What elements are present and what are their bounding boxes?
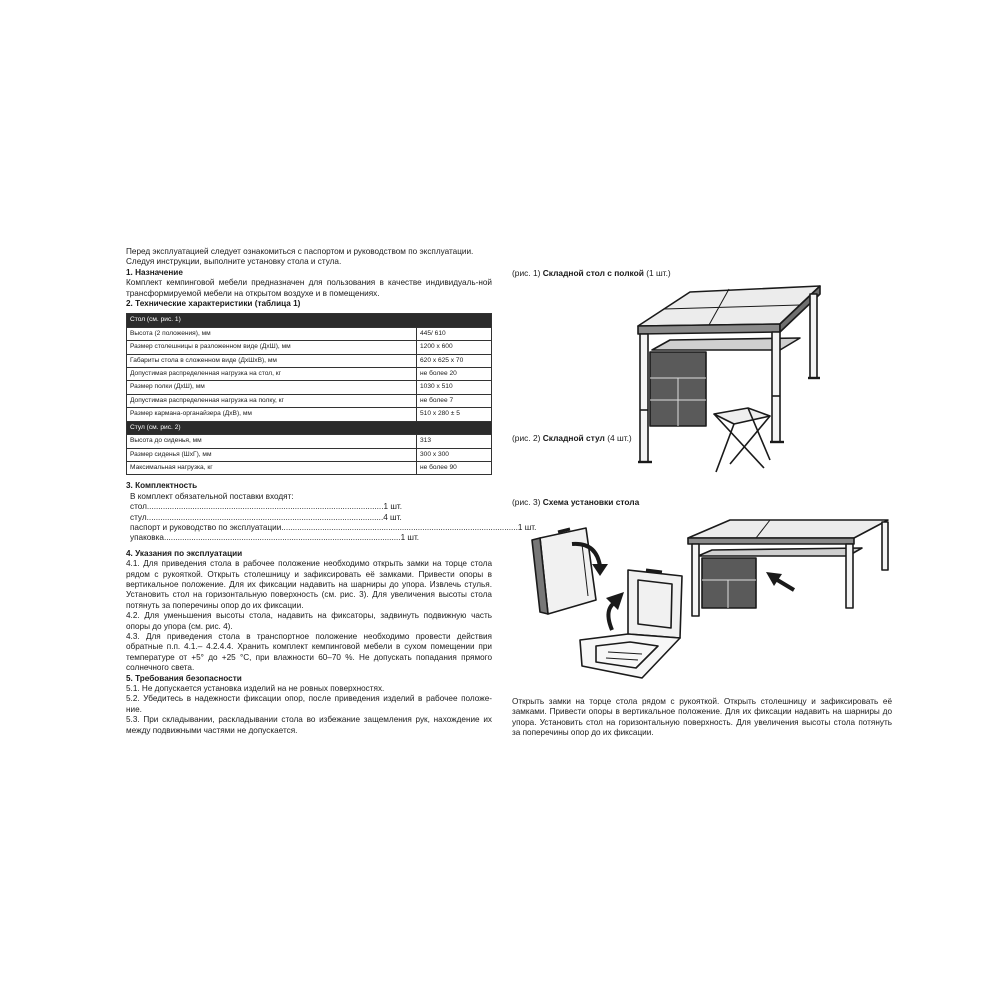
fig2-ref: (рис. 2) — [512, 433, 541, 443]
section-4-p2: 4.2. Для уменьшения высоты стола, надавить на фиксаторы, задвинуть подвижную часть опоры до упора (см. рис. 4). — [126, 611, 492, 631]
spec-label: Размер столешницы в разложенном виде (ДхШ), мм — [127, 341, 417, 354]
kit-item-qty: 1 шт. — [400, 533, 420, 543]
fig1-title: Складной стол с полкой — [542, 268, 644, 278]
spec-row — [127, 381, 492, 394]
section-1-title: 1. Назначение — [126, 267, 183, 277]
fig1-qty: (1 шт.) — [646, 268, 671, 278]
spec-row — [127, 341, 492, 354]
fig2-title: Складной стул — [542, 433, 605, 443]
kit-item-name: паспорт и руководство по эксплуатации — [130, 522, 282, 532]
kit-item-qty: 1 шт. — [383, 502, 402, 512]
section-1-text: Комплект кемпинговой мебели предназначен для пользования в качестве индивидуаль-ной трансформируемой мебели на открытом воздухе и в помещениях. — [126, 278, 492, 298]
spec-row — [127, 327, 492, 340]
spec-row — [127, 448, 492, 461]
section-3-title: 3. Комплектность — [126, 481, 198, 491]
spec-label: Размер полки (ДхШ), мм — [127, 381, 417, 394]
spec-row — [127, 408, 492, 421]
section-4-p3: 4.3. Для приведения стола в транспортное положение необходимо провести действия обратные п.п. 4.1.– 4.2.4.4. Хранить комплект кемпинговой мебели в сухом помещении при температуре от +5° до +25 °С, при влажности 60–70 %. Не допускать попадания прямого солнечного света. — [126, 632, 492, 673]
spec-label: Размер сиденья (ШхГ), мм — [127, 448, 417, 461]
right-column — [512, 0, 892, 1000]
spec-label: Высота (2 положения), мм — [127, 327, 417, 340]
spec-label: Высота до сиденья, мм — [127, 435, 417, 448]
assembled-table-illustration — [682, 516, 892, 620]
fig3-caption — [512, 497, 639, 507]
fig2-qty: (4 шт.) — [607, 433, 632, 443]
spec-value: 1200 х 600 — [417, 341, 492, 354]
spec-row — [127, 368, 492, 381]
opening-table-illustration — [572, 566, 694, 688]
spec-label: Размер кармана-органайзера (ДхВ), мм — [127, 408, 417, 421]
kit-item-name: стол — [130, 502, 147, 512]
section-4-title: 4. Указания по эксплуатации — [126, 548, 243, 558]
spec-value: 445/ 610 — [417, 327, 492, 340]
folding-table-illustration — [630, 278, 840, 488]
spec-value: 313 — [417, 435, 492, 448]
spec-value: 510 х 280 ± 5 — [417, 408, 492, 421]
spec-value: не более 20 — [417, 368, 492, 381]
kit-item: стул ........................................................................................................ 4 шт. — [130, 512, 402, 522]
spec-section-label: Стул (см. рис. 2) — [127, 421, 492, 434]
spec-section-table — [127, 314, 492, 327]
section-5-title: 5. Требования безопасности — [126, 673, 242, 683]
spec-row — [127, 354, 492, 367]
spec-row — [127, 394, 492, 407]
spec-label: Допустимая распределенная нагрузка на полку, кг — [127, 394, 417, 407]
fig3-ref: (рис. 3) — [512, 497, 541, 507]
fig3-title: Схема установки стола — [542, 497, 640, 507]
spec-section-chair — [127, 421, 492, 434]
kit-lead: В комплект обязательной поставки входят: — [130, 491, 294, 501]
spec-row — [127, 461, 492, 474]
spec-label: Максимальная нагрузка, кг — [127, 461, 417, 474]
intro-line-2: Следуя инструкции, выполните установку стола и стула. — [126, 257, 342, 267]
kit-item: упаковка ........................................................................................................ 1 шт. — [130, 533, 420, 543]
kit-item-qty: 1 шт. — [517, 522, 537, 532]
section-5-p2: 5.2. Убедитесь в надежности фиксации опор, после приведения изделий в рабочее положе-ние. — [126, 694, 492, 714]
kit-item: стол ........................................................................................................ 1 шт. — [130, 502, 402, 512]
section-5-p1: 5.1. Не допускается установка изделий на не ровных поверхностях. — [126, 684, 385, 694]
spec-table — [126, 313, 492, 475]
spec-row — [127, 435, 492, 448]
fig3-text: Открыть замки на торце стола рядом с рукояткой. Открыть столешницу и зафиксировать её замками. Привести опоры в вертикальное положение. Для их фиксации надавить на шарниры до упора. Установить стол на горизонтальную поверхность. Для увеличения высоты стола потянуть за поперечины опор до их фиксации. — [512, 697, 892, 738]
spec-label: Габариты стола в сложенном виде (ДхШхВ), мм — [127, 354, 417, 367]
kit-item: паспорт и руководство по эксплуатации ........................................................................................................ 1 шт. — [130, 522, 537, 532]
section-4-p1: 4.1. Для приведения стола в рабочее положение необходимо открыть замки на торце стола рядом с рукояткой. Открыть столешницу и зафиксировать её замками. Привести опоры в вертикальное положение. Для их фиксации надавить на шарниры до упора. Извлечь стулья. Установить стол на горизонтальную поверхность (см. рис. 3). Для увеличения высоты стола потянуть за поперечины опор до их фиксации. — [126, 559, 492, 610]
spec-value: 620 х 625 х 70 — [417, 354, 492, 367]
spec-section-label: Стол (см. рис. 1) — [127, 314, 492, 327]
intro-line-1: Перед эксплуатацией следует ознакомиться с паспортом и руководством по эксплуатации. — [126, 247, 474, 256]
kit-item-name: стул — [130, 512, 147, 522]
kit-item-qty: 4 шт. — [383, 512, 402, 522]
left-column — [126, 247, 537, 736]
fig1-ref: (рис. 1) — [512, 268, 541, 278]
spec-value: 1030 х 510 — [417, 381, 492, 394]
fig2-caption — [512, 433, 632, 443]
spec-label: Допустимая распределенная нагрузка на стол, кг — [127, 368, 417, 381]
section-5-p3: 5.3. При складывании, раскладывании стола во избежание защемления рук, нахождение их между подвижными частями не допускается. — [126, 715, 492, 735]
spec-value: 300 х 300 — [417, 448, 492, 461]
kit-item-name: упаковка — [130, 533, 164, 543]
section-2-title: 2. Технические характеристики (таблица 1) — [126, 299, 301, 309]
fig1-caption — [512, 268, 671, 278]
spec-value: не более 7 — [417, 394, 492, 407]
spec-value: не более 90 — [417, 461, 492, 474]
